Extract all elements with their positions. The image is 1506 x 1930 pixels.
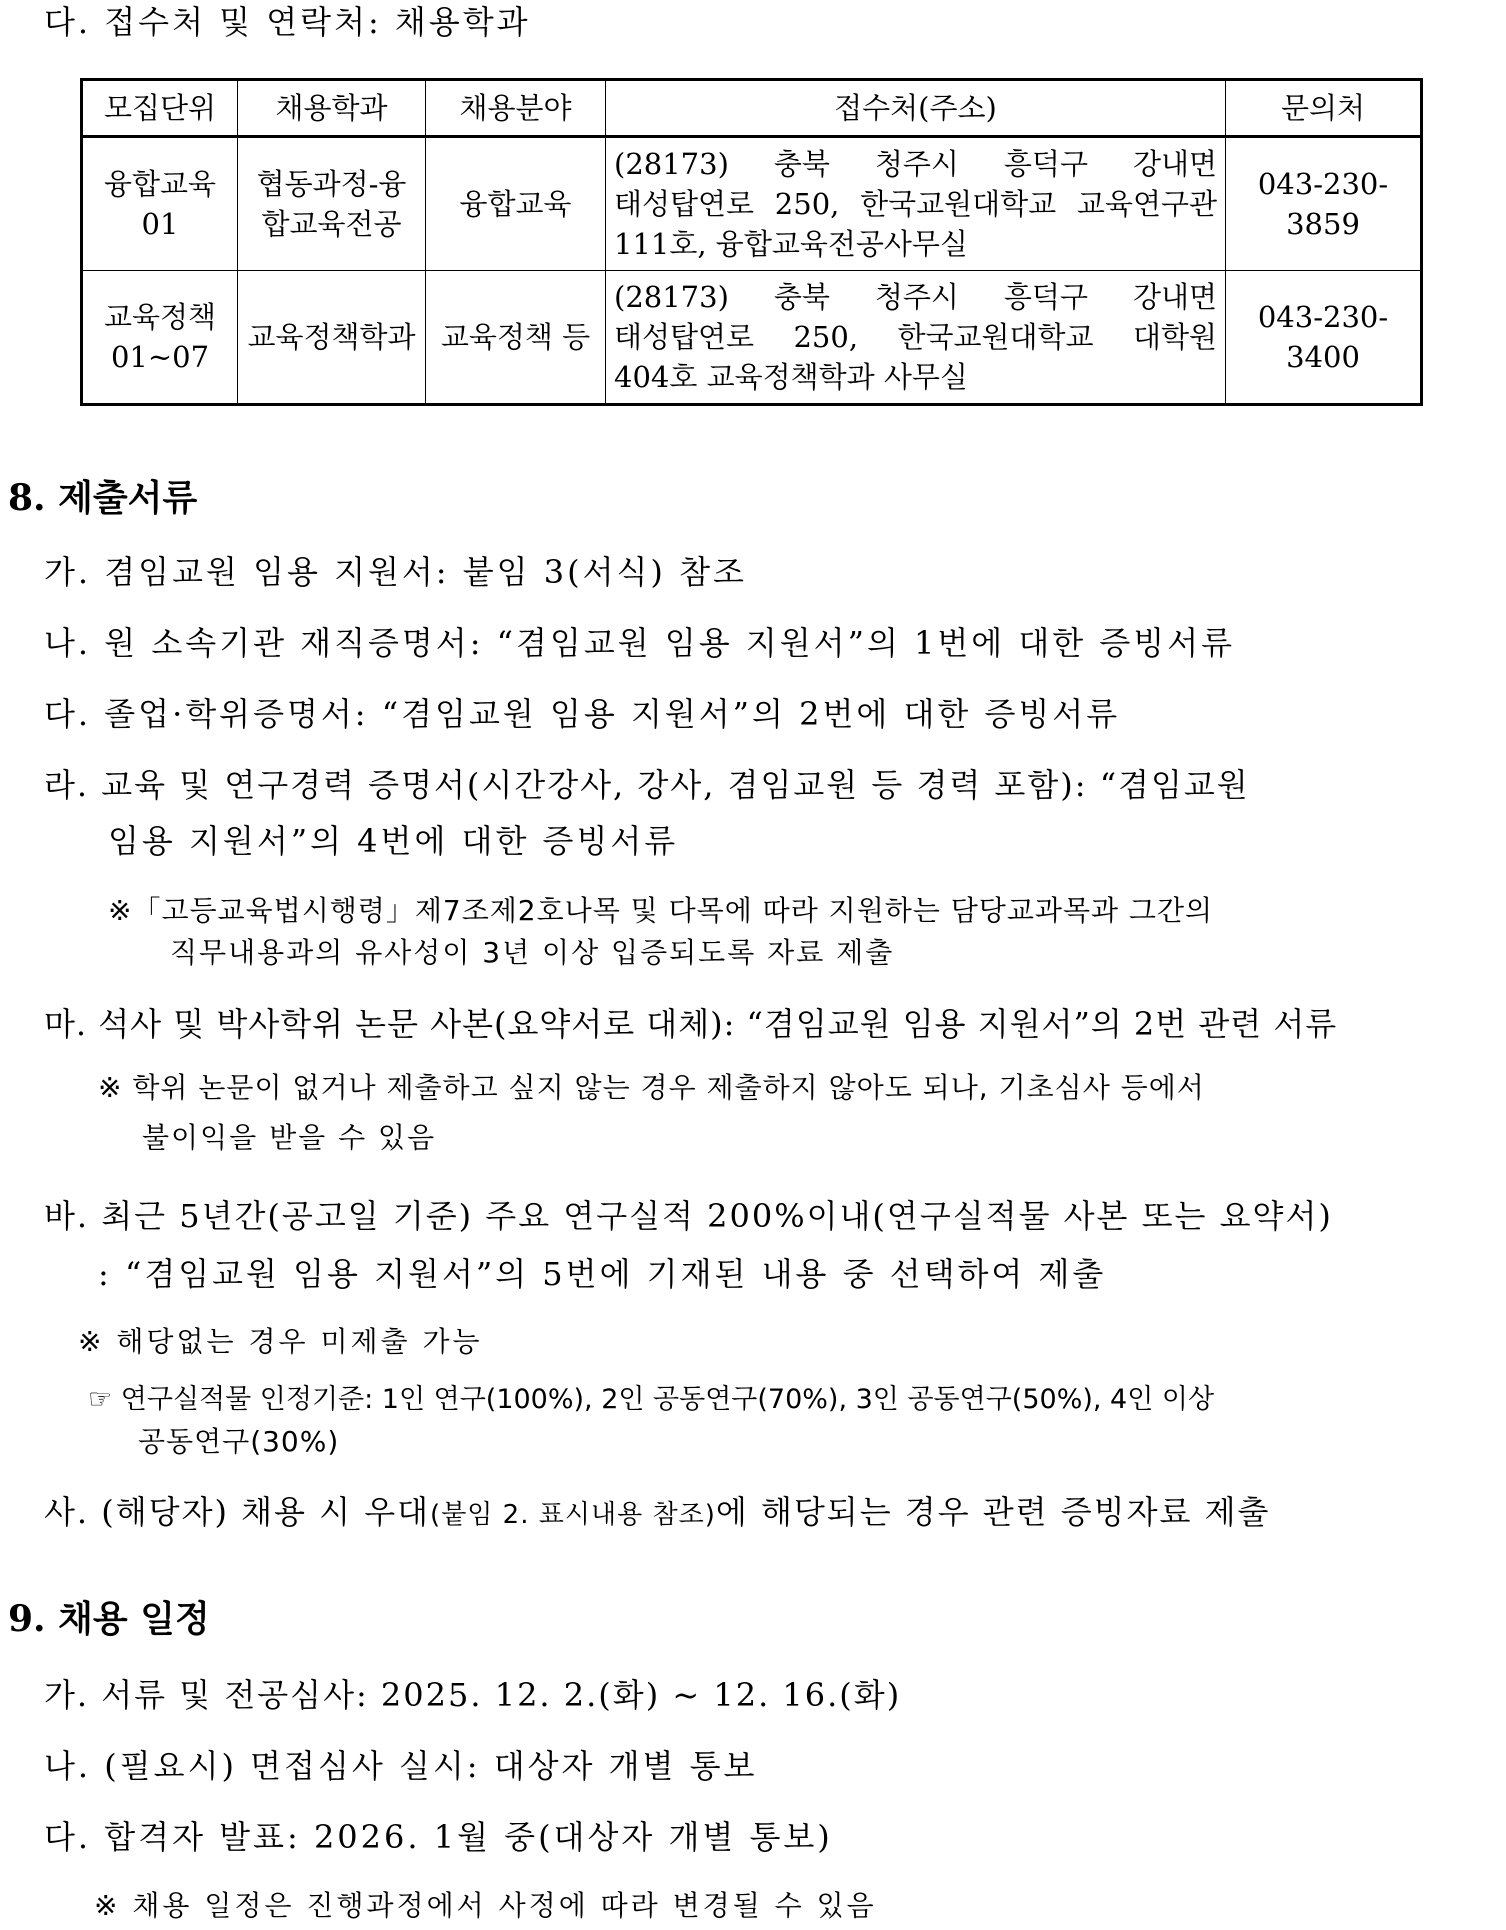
section-8-item-na: 나. 원 소속기관 재직증명서: “겸임교원 임용 지원서”의 1번에 대한 증빙서류: [44, 624, 1236, 662]
col-header-phone: 문의처: [1226, 80, 1422, 137]
section-9-item-ga: 가. 서류 및 전공심사: 2025. 12. 2.(화) ~ 12. 16.(화): [44, 1676, 902, 1714]
contact-table: [80, 78, 1423, 406]
cell-field: 교육정책 등: [426, 271, 606, 405]
section-8-ra-note-line1: ※「고등교육법시행령」제7조제2호나목 및 다목에 따라 지원하는 담당교과목과 그간의: [108, 894, 1214, 927]
section-8-item-sa-reference: (붙임 2. 표시내용 참조): [430, 1500, 716, 1530]
section-9-item-na: 나. (필요시) 면접심사 실시: 대상자 개별 통보: [44, 1747, 758, 1785]
col-header-address: 접수처(주소): [606, 80, 1226, 137]
cell-dept: 교육정책학과: [238, 271, 426, 405]
section-8-item-ra-line1: 라. 교육 및 연구경력 증명서(시간강사, 강사, 겸임교원 등 경력 포함): “겸임교원: [44, 766, 1250, 804]
section-8-item-sa: [44, 1492, 1270, 1535]
section-8-ma-note-line2: 불이익을 받을 수 있음: [142, 1121, 437, 1154]
section-8-item-sa-tail: 에 해당되는 경우 관련 증빙자료 제출: [715, 1493, 1271, 1531]
section-8-ba-criteria-line1: ☞ 연구실적물 인정기준: 1인 연구(100%), 2인 공동연구(70%), 3인 공동연구(50%), 4인 이상: [88, 1384, 1215, 1415]
section-8-ra-note-line2: 직무내용과의 유사성이 3년 이상 입증되도록 자료 제출: [170, 936, 895, 969]
cell-address: (28173) 충북 청주시 흥덕구 강내면 태성탑연로 250, 한국교원대학교 교육연구관 111호, 융합교육전공사무실: [606, 137, 1226, 271]
section-8-item-ba-line1: 바. 최근 5년간(공고일 기준) 주요 연구실적 200%이내(연구실적물 사본 또는 요약서): [44, 1197, 1333, 1235]
section-8-ba-criteria-line2: 공동연구(30%): [138, 1425, 340, 1458]
cell-field: 융합교육: [426, 137, 606, 271]
section-da-contact-heading: 다. 접수처 및 연락처: 채용학과: [44, 3, 531, 41]
table-row: [82, 271, 1422, 405]
section-8-item-ra-line2: 임용 지원서”의 4번에 대한 증빙서류: [108, 822, 679, 860]
cell-dept: 협동과정-융합교육전공: [238, 137, 426, 271]
section-9-item-da: 다. 합격자 발표: 2026. 1월 중(대상자 개별 통보): [44, 1818, 833, 1856]
cell-phone: 043-230-3859: [1226, 137, 1422, 271]
section-8-ba-note: ※ 해당없는 경우 미제출 가능: [78, 1325, 483, 1358]
cell-unit: 교육정책 01~07: [82, 271, 238, 405]
table-header-row: [82, 80, 1422, 137]
section-8-item-sa-main: 사. (해당자) 채용 시 우대: [44, 1493, 431, 1531]
section-8-item-da: 다. 졸업·학위증명서: “겸임교원 임용 지원서”의 2번에 대한 증빙서류: [44, 695, 1121, 733]
cell-phone: 043-230-3400: [1226, 271, 1422, 405]
table-row: [82, 137, 1422, 271]
col-header-field: 채용분야: [426, 80, 606, 137]
section-9-title: 9. 채용 일정: [8, 1598, 210, 1640]
section-8-item-ma: 마. 석사 및 박사학위 논문 사본(요약서로 대체): “겸임교원 임용 지원서”의 2번 관련 서류: [44, 1005, 1338, 1043]
section-8-item-ba-line2: : “겸임교원 임용 지원서”의 5번에 기재된 내용 중 선택하여 제출: [98, 1255, 1107, 1293]
section-8-ma-note-line1: ※ 학위 논문이 없거나 제출하고 싶지 않는 경우 제출하지 않아도 되나, 기초심사 등에서: [98, 1071, 1205, 1104]
section-8-item-ga: 가. 겸임교원 임용 지원서: 붙임 3(서식) 참조: [44, 553, 747, 591]
col-header-unit: 모집단위: [82, 80, 238, 137]
section-8-title: 8. 제출서류: [8, 477, 198, 519]
cell-unit: 융합교육 01: [82, 137, 238, 271]
cell-address: (28173) 충북 청주시 흥덕구 강내면 태성탑연로 250, 한국교원대학교 대학원 404호 교육정책학과 사무실: [606, 271, 1226, 405]
col-header-dept: 채용학과: [238, 80, 426, 137]
section-9-note: ※ 채용 일정은 진행과정에서 사정에 따라 변경될 수 있음: [94, 1889, 877, 1922]
